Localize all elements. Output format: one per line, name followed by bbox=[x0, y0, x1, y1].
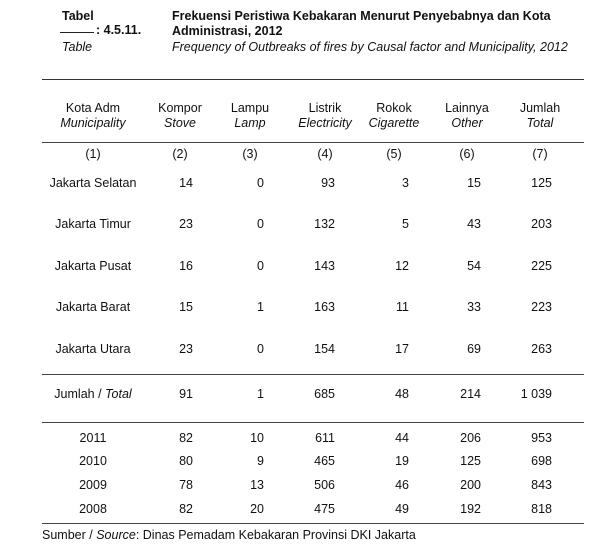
year-3-value-3: 49 bbox=[395, 502, 409, 516]
column-header-1: Kompor bbox=[158, 101, 202, 115]
table-number: : 4.5.11. bbox=[96, 23, 142, 37]
year-2-value-4: 200 bbox=[460, 478, 481, 492]
row-name-3: Jakarta Barat bbox=[55, 300, 131, 314]
row-1-value-4: 43 bbox=[467, 217, 481, 231]
year-0-value-4: 206 bbox=[460, 431, 481, 445]
row-0-value-4: 15 bbox=[467, 176, 481, 190]
column-number-5: (6) bbox=[459, 147, 475, 161]
column-number-1: (2) bbox=[172, 147, 188, 161]
row-3-value-3: 11 bbox=[396, 300, 409, 314]
table-label-english: Table bbox=[62, 40, 93, 54]
total-value-1: 1 bbox=[257, 387, 264, 401]
year-0-value-5: 953 bbox=[531, 431, 552, 445]
year-0-value-2: 611 bbox=[315, 431, 335, 445]
year-1-value-3: 19 bbox=[395, 454, 409, 468]
table-title-indonesian: Frekuensi Peristiwa Kebakaran Menurut Penyebabnya dan Kota Administrasi, 2012 bbox=[172, 9, 551, 38]
total-value-3: 48 bbox=[395, 387, 409, 401]
year-1-value-2: 465 bbox=[314, 454, 335, 468]
row-2-value-5: 225 bbox=[531, 259, 552, 273]
source-note bbox=[42, 528, 416, 543]
column-number-2: (3) bbox=[242, 147, 258, 161]
year-0-value-3: 44 bbox=[395, 431, 409, 445]
row-3-value-5: 223 bbox=[531, 300, 552, 314]
row-4-value-1: 0 bbox=[257, 342, 264, 356]
row-name-1: Jakarta Timur bbox=[55, 217, 131, 231]
total-rule bbox=[42, 374, 584, 375]
row-3-value-4: 33 bbox=[467, 300, 481, 314]
column-header-5: Lainnya bbox=[445, 101, 489, 115]
year-1-value-0: 80 bbox=[179, 454, 193, 468]
column-number-4: (5) bbox=[386, 147, 402, 161]
row-1-value-3: 5 bbox=[402, 217, 409, 231]
row-1-value-2: 132 bbox=[314, 217, 335, 231]
row-4-value-4: 69 bbox=[467, 342, 481, 356]
total-value-2: 685 bbox=[314, 387, 335, 401]
row-3-value-2: 163 bbox=[314, 300, 335, 314]
column-header-en-5: Other bbox=[451, 116, 483, 130]
row-4-value-2: 154 bbox=[314, 342, 335, 356]
column-header-en-4: Cigarette bbox=[368, 116, 420, 130]
column-header-en-6: Total bbox=[526, 116, 554, 130]
tabel-label: Tabel bbox=[62, 9, 94, 23]
row-name-4: Jakarta Utara bbox=[55, 342, 131, 356]
row-2-value-3: 12 bbox=[395, 259, 409, 273]
source-label: Sumber / bbox=[42, 528, 93, 542]
year-1-value-5: 698 bbox=[531, 454, 552, 468]
year-2-value-0: 78 bbox=[179, 478, 193, 492]
total-value-5: 1 039 bbox=[520, 387, 552, 401]
row-0-value-2: 93 bbox=[321, 176, 335, 190]
column-number-3: (4) bbox=[317, 147, 333, 161]
year-name-1: 2010 bbox=[79, 454, 107, 468]
row-2-value-0: 16 bbox=[179, 259, 193, 273]
column-header-en-1: Stove bbox=[164, 116, 196, 130]
table-top-rule bbox=[42, 79, 584, 80]
source-text: : Dinas Pemadam Kebakaran Provinsi DKI Jakarta bbox=[135, 528, 416, 542]
row-0-value-1: 0 bbox=[257, 176, 264, 190]
year-2-value-3: 46 bbox=[395, 478, 409, 492]
year-1-value-4: 125 bbox=[460, 454, 481, 468]
year-2-value-1: 13 bbox=[250, 478, 264, 492]
year-1-value-1: 9 bbox=[257, 454, 264, 468]
total-label-en: Total bbox=[105, 387, 132, 401]
year-2-value-2: 506 bbox=[314, 478, 335, 492]
row-3-value-0: 15 bbox=[179, 300, 193, 314]
total-label-id: Jumlah / bbox=[54, 387, 102, 401]
year-3-value-4: 192 bbox=[460, 502, 481, 516]
year-0-value-0: 82 bbox=[179, 431, 193, 445]
row-4-value-3: 17 bbox=[395, 342, 409, 356]
year-3-value-0: 82 bbox=[179, 502, 193, 516]
header-rule bbox=[42, 142, 584, 143]
row-name-0: Jakarta Selatan bbox=[49, 176, 137, 190]
row-0-value-0: 14 bbox=[179, 176, 193, 190]
row-1-value-1: 0 bbox=[257, 217, 264, 231]
row-2-value-1: 0 bbox=[257, 259, 264, 273]
row-2-value-2: 143 bbox=[314, 259, 335, 273]
row-3-value-1: 1 bbox=[257, 300, 264, 314]
year-3-value-5: 818 bbox=[531, 502, 552, 516]
tabel-label-underline bbox=[60, 32, 94, 33]
row-4-value-0: 23 bbox=[179, 342, 193, 356]
year-name-2: 2009 bbox=[79, 478, 107, 492]
column-header-0: Kota Adm bbox=[65, 101, 121, 115]
row-1-value-5: 203 bbox=[531, 217, 552, 231]
year-2-value-5: 843 bbox=[531, 478, 552, 492]
row-4-value-5: 263 bbox=[531, 342, 552, 356]
table-title-english: Frequency of Outbreaks of fires by Causal factor and Municipality, 2012 bbox=[172, 40, 568, 54]
year-name-0: 2011 bbox=[79, 431, 107, 445]
total-value-0: 91 bbox=[179, 387, 193, 401]
year-3-value-1: 20 bbox=[250, 502, 264, 516]
row-2-value-4: 54 bbox=[467, 259, 481, 273]
years-rule bbox=[42, 422, 584, 423]
table-bottom-rule bbox=[42, 523, 584, 524]
column-header-en-2: Lamp bbox=[234, 116, 266, 130]
total-row-label bbox=[54, 387, 131, 402]
row-0-value-3: 3 bbox=[402, 176, 409, 190]
year-name-3: 2008 bbox=[79, 502, 107, 516]
column-header-2: Lampu bbox=[230, 101, 270, 115]
column-header-en-0: Municipality bbox=[60, 116, 126, 130]
column-header-6: Jumlah bbox=[519, 101, 561, 115]
row-name-2: Jakarta Pusat bbox=[54, 259, 132, 273]
column-number-6: (7) bbox=[532, 147, 548, 161]
row-1-value-0: 23 bbox=[179, 217, 193, 231]
year-3-value-2: 475 bbox=[314, 502, 335, 516]
column-header-3: Listrik bbox=[308, 101, 342, 115]
column-header-en-3: Electricity bbox=[298, 116, 352, 130]
row-0-value-5: 125 bbox=[531, 176, 552, 190]
source-label-english: Source bbox=[96, 528, 136, 542]
total-value-4: 214 bbox=[460, 387, 481, 401]
year-0-value-1: 10 bbox=[250, 431, 264, 445]
column-number-0: (1) bbox=[85, 147, 101, 161]
column-header-4: Rokok bbox=[376, 101, 412, 115]
